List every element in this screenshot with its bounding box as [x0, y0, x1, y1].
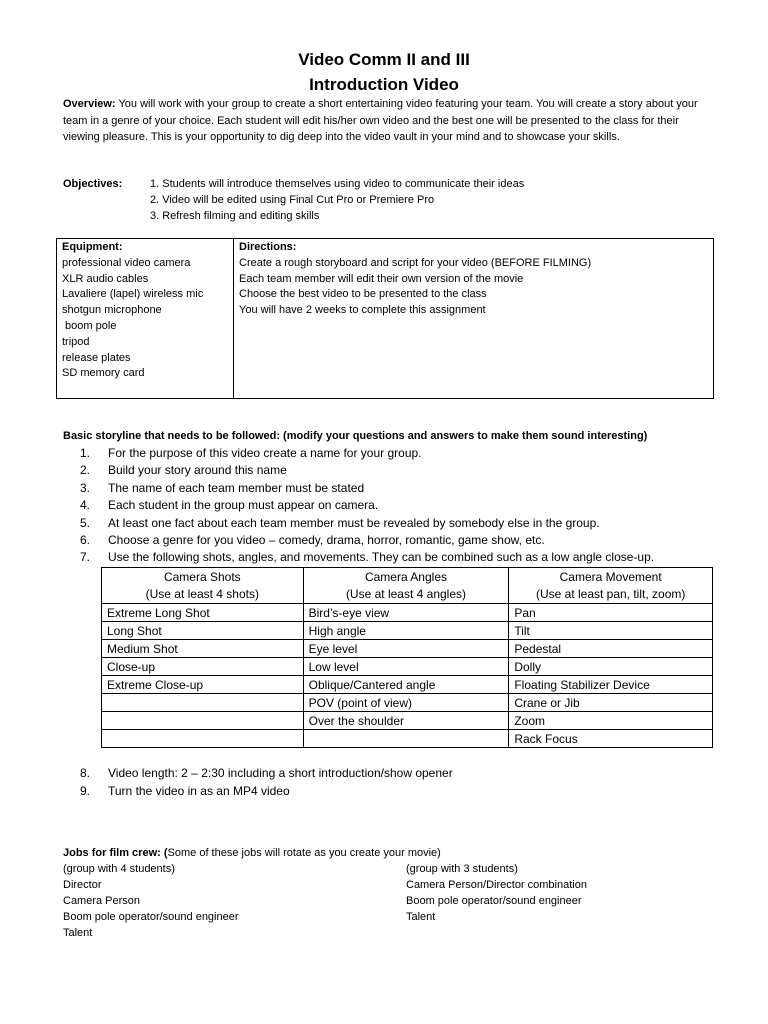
header-sub: (Use at least 4 angles): [345, 586, 466, 601]
table-cell: Long Shot: [102, 622, 304, 640]
job-item: Camera Person/Director combination: [406, 878, 587, 891]
jobs-four-students: [63, 862, 239, 942]
header-camera-angles: [303, 568, 509, 604]
jobs-heading: [63, 846, 441, 862]
job-item: Talent: [63, 926, 93, 939]
table-cell: Floating Stabilizer Device: [509, 676, 713, 694]
objectives-label: Objectives:: [63, 178, 123, 190]
table-row: [102, 730, 713, 748]
directions-item: Choose the best video to be presented to the class: [239, 288, 487, 301]
table-cell: Pedestal: [509, 640, 713, 658]
equipment-item: shotgun microphone: [62, 304, 162, 317]
list-item: [80, 445, 720, 462]
equipment-item: XLR audio cables: [62, 272, 149, 285]
header-camera-shots: [102, 568, 304, 604]
table-cell: Over the shoulder: [303, 712, 509, 730]
overview-text: You will work with your group to create a short entertaining video featuring your team. You will create a story about your team in a genre of your choice. Each student will edit his/her own video and the best one will be presented to the class for their viewing pleasure. This is your opportunity to dig deep into the video vault in your mind and to showcase your skills.: [63, 98, 698, 143]
list-number: 4.: [80, 498, 91, 513]
table-row: [102, 676, 713, 694]
header-title: Camera Movement: [559, 570, 662, 584]
list-text: Choose a genre for you video – comedy, drama, horror, romantic, game show, etc.: [108, 533, 545, 548]
job-item: Boom pole operator/sound engineer: [406, 894, 582, 907]
equipment-item: release plates: [62, 351, 131, 364]
table-row: [102, 604, 713, 622]
objective-item: 2. Video will be edited using Final Cut Pro or Premiere Pro: [150, 194, 435, 206]
table-cell: Zoom: [509, 712, 713, 730]
storyline-heading: [63, 430, 647, 442]
overview-paragraph: [63, 96, 713, 146]
directions-header: Directions:: [239, 241, 297, 253]
table-cell: Pan: [509, 604, 713, 622]
table-cell: Eye level: [303, 640, 509, 658]
list-number: 6.: [80, 533, 91, 548]
table-cell: [303, 730, 509, 748]
table-cell: Rack Focus: [509, 730, 713, 748]
list-item: [80, 765, 720, 783]
table-cell: High angle: [303, 622, 509, 640]
job-item: Talent: [406, 910, 436, 923]
table-cell: Oblique/Cantered angle: [303, 676, 509, 694]
header-title: Camera Angles: [364, 570, 447, 584]
header-sub: (Use at least pan, tilt, zoom): [535, 586, 686, 601]
list-text: Build your story around this name: [108, 463, 287, 478]
table-cell: Medium Shot: [102, 640, 304, 658]
page-subtitle: Introduction Video: [309, 75, 459, 94]
equipment-item: SD memory card: [62, 367, 145, 380]
header-camera-movement: [509, 568, 713, 604]
storyline-list: [80, 445, 720, 567]
camera-table: [101, 567, 713, 748]
list-number: 8.: [80, 766, 91, 780]
list-number: 5.: [80, 515, 91, 530]
equipment-item: boom pole: [62, 319, 117, 332]
objective-item: 3. Refresh filming and editing skills: [150, 210, 320, 222]
table-cell: [102, 730, 304, 748]
table-cell: Bird’s-eye view: [303, 604, 509, 622]
storyline-list-continued: [80, 765, 720, 800]
storyline-heading-text: Basic storyline that needs to be followed:: [63, 430, 280, 442]
list-text: Video length: 2 – 2:30 including a short introduction/show opener: [108, 766, 453, 780]
table-row: [102, 712, 713, 730]
job-item: Boom pole operator/sound engineer: [63, 910, 239, 923]
header-sub: (Use at least 4 shots): [145, 586, 259, 601]
jobs-section: [63, 846, 587, 939]
list-item: [80, 532, 720, 549]
table-cell: Extreme Long Shot: [102, 604, 304, 622]
objective-item: 1. Students will introduce themselves using video to communicate their ideas: [150, 178, 525, 190]
list-item: [80, 549, 720, 566]
table-cell: POV (point of view): [303, 694, 509, 712]
overview-label: Overview:: [63, 98, 116, 110]
table-cell: Dolly: [509, 658, 713, 676]
page-title: Video Comm II and III: [298, 50, 470, 69]
table-cell: [102, 694, 304, 712]
list-text: The name of each team member must be stated: [108, 480, 365, 495]
job-item: Director: [63, 878, 102, 891]
list-item: [80, 480, 720, 497]
table-cell: [102, 712, 304, 730]
list-item: [80, 462, 720, 479]
jobs-three-students: [406, 862, 587, 926]
list-number: 7.: [80, 550, 91, 565]
jobs-heading-note: Some of these jobs will rotate as you create your movie): [167, 847, 441, 859]
table-cell: Tilt: [509, 622, 713, 640]
jobs-heading-text: Jobs for film crew: (: [63, 847, 168, 859]
equipment-cell: [57, 239, 234, 399]
equipment-directions-table: [56, 238, 714, 399]
list-text: At least one fact about each team member must be revealed by somebody else in the group.: [108, 515, 600, 530]
equipment-item: Lavaliere (lapel) wireless mic: [62, 288, 204, 301]
table-row: [102, 694, 713, 712]
camera-table-header: [102, 568, 713, 604]
table-cell: Crane or Jib: [509, 694, 713, 712]
list-number: 9.: [80, 783, 91, 798]
list-number: 2.: [80, 463, 91, 478]
directions-item: You will have 2 weeks to complete this assignment: [239, 304, 486, 317]
list-number: 3.: [80, 480, 91, 495]
equipment-item: tripod: [62, 335, 90, 348]
list-text: Each student in the group must appear on camera.: [108, 498, 379, 513]
list-item: [80, 515, 720, 532]
job-item: Camera Person: [63, 894, 141, 907]
list-item: [80, 783, 720, 801]
objectives-list: [150, 176, 650, 224]
table-row: [102, 622, 713, 640]
directions-item: Create a rough storyboard and script for your video (BEFORE FILMING): [239, 256, 592, 269]
directions-item: Each team member will edit their own version of the movie: [239, 272, 524, 285]
list-item: [80, 497, 720, 514]
table-cell: Low level: [303, 658, 509, 676]
job-item: (group with 3 students): [406, 863, 518, 875]
job-item: (group with 4 students): [63, 863, 175, 875]
table-row: [102, 640, 713, 658]
list-text: Turn the video in as an MP4 video: [108, 783, 290, 798]
table-cell: Close-up: [102, 658, 304, 676]
directions-cell: [234, 239, 714, 399]
equipment-header: Equipment:: [62, 241, 123, 253]
table-cell: Extreme Close-up: [102, 676, 304, 694]
equipment-item: professional video camera: [62, 256, 191, 269]
header-title: Camera Shots: [163, 570, 241, 584]
storyline-heading-note: (modify your questions and answers to make them sound interesting): [283, 430, 648, 442]
list-number: 1.: [80, 446, 91, 460]
table-row: [102, 658, 713, 676]
list-text: For the purpose of this video create a name for your group.: [108, 446, 422, 460]
list-text: Use the following shots, angles, and movements. They can be combined such as a low angle close-up.: [108, 550, 655, 565]
